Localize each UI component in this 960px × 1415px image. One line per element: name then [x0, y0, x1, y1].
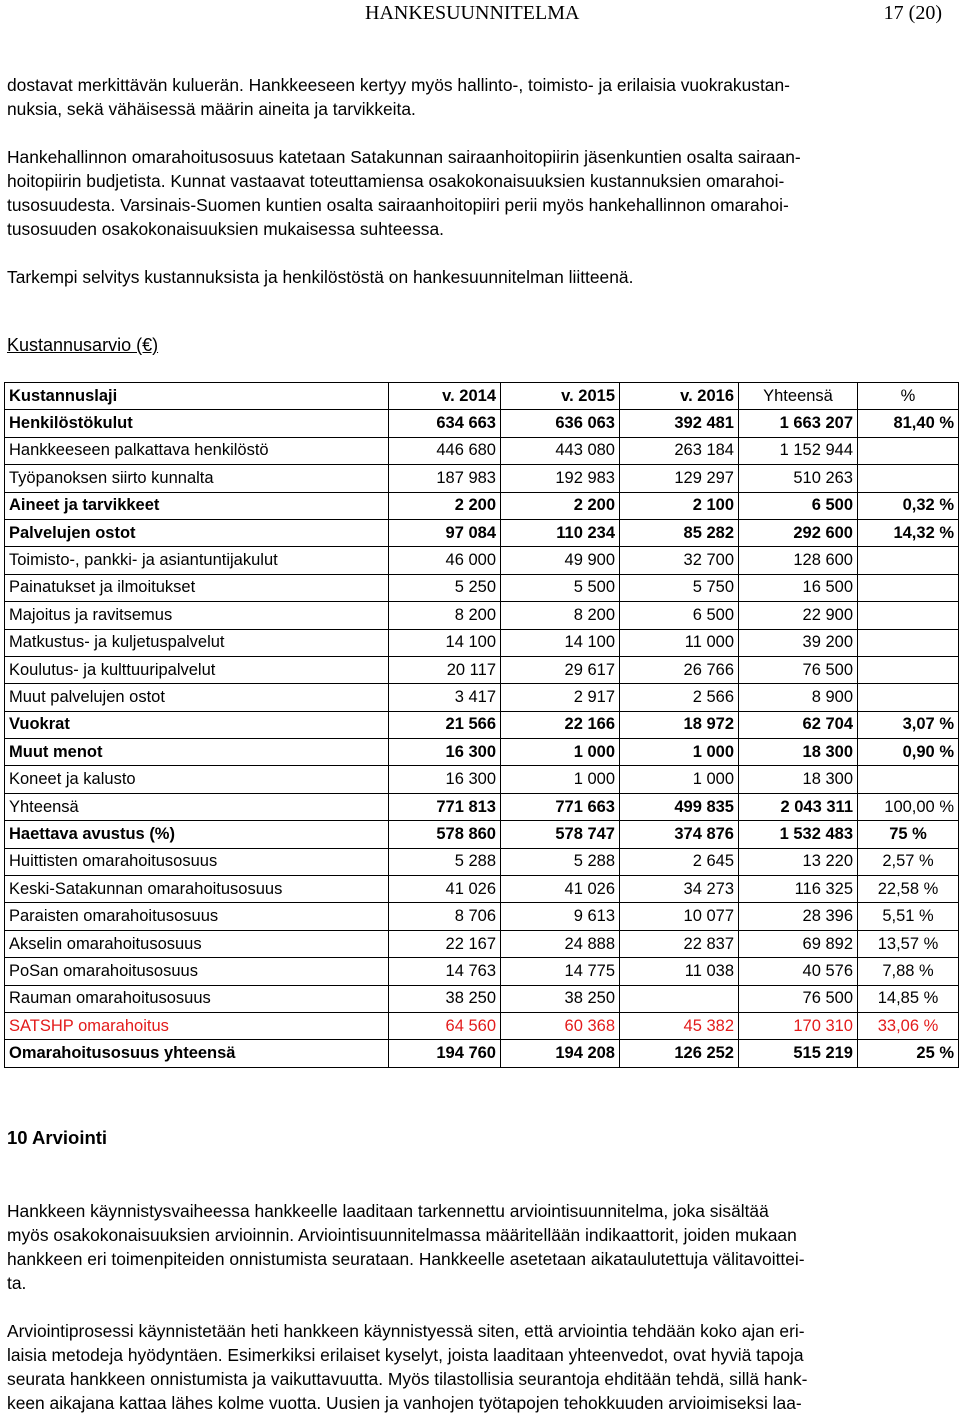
percent-cell: [858, 547, 959, 574]
table-body: [5, 410, 959, 1067]
value-cell: 32 700: [620, 547, 739, 574]
percent-cell: 14,32 %: [858, 519, 959, 546]
row-label: Rauman omarahoitusosuus: [5, 985, 389, 1012]
percent-cell: [858, 766, 959, 793]
value-cell: 5 288: [389, 848, 501, 875]
row-label: Haettava avustus (%): [5, 821, 389, 848]
outro-paragraph-2: [7, 1319, 952, 1415]
row-label: Omarahoitusosuus yhteensä: [5, 1040, 389, 1067]
row-label: Palvelujen ostot: [5, 519, 389, 546]
value-cell: 1 000: [620, 739, 739, 766]
table-row: [5, 574, 959, 601]
value-cell: 14 775: [501, 958, 620, 985]
value-cell: 110 234: [501, 519, 620, 546]
value-cell: 1 152 944: [739, 437, 858, 464]
table-row: [5, 930, 959, 957]
percent-cell: 7,88 %: [858, 958, 959, 985]
row-label: Toimisto-, pankki- ja asiantuntijakulut: [5, 547, 389, 574]
value-cell: 392 481: [620, 410, 739, 437]
value-cell: 26 766: [620, 656, 739, 683]
table-row: [5, 1012, 959, 1039]
value-cell: 8 200: [501, 602, 620, 629]
percent-cell: 33,06 %: [858, 1012, 959, 1039]
value-cell: 194 208: [501, 1040, 620, 1067]
value-cell: 2 566: [620, 684, 739, 711]
value-cell: 5 750: [620, 574, 739, 601]
text-line: myös osakokonaisuuksien arvioinnin. Arviointisuunnitelmassa määritellään indikaattorit, joiden mukaan: [7, 1225, 797, 1245]
table-row: [5, 958, 959, 985]
percent-cell: 2,57 %: [858, 848, 959, 875]
value-cell: 64 560: [389, 1012, 501, 1039]
value-cell: 446 680: [389, 437, 501, 464]
header-cost-type: Kustannuslaji: [5, 383, 389, 410]
value-cell: 5 288: [501, 848, 620, 875]
row-label: Huittisten omarahoitusosuus: [5, 848, 389, 875]
value-cell: 771 813: [389, 793, 501, 820]
value-cell: 22 900: [739, 602, 858, 629]
value-cell: 16 500: [739, 574, 858, 601]
value-cell: 634 663: [389, 410, 501, 437]
value-cell: 28 396: [739, 903, 858, 930]
value-cell: 8 200: [389, 602, 501, 629]
value-cell: 16 300: [389, 766, 501, 793]
value-cell: 2 917: [501, 684, 620, 711]
row-label: Paraisten omarahoitusosuus: [5, 903, 389, 930]
text-line: nuksia, sekä vähäisessä määrin aineita ja tarvikkeita.: [7, 99, 416, 119]
value-cell: 1 000: [501, 766, 620, 793]
row-label: Vuokrat: [5, 711, 389, 738]
row-label: Koulutus- ja kulttuuripalvelut: [5, 656, 389, 683]
table-row: [5, 547, 959, 574]
value-cell: 45 382: [620, 1012, 739, 1039]
table-row: [5, 848, 959, 875]
table-row: [5, 766, 959, 793]
percent-cell: 81,40 %: [858, 410, 959, 437]
table-row: [5, 684, 959, 711]
value-cell: 1 000: [501, 739, 620, 766]
text-line: Hankkeen käynnistysvaiheessa hankkeelle laaditaan tarkennettu arviointisuunnitelma, joka sisältää: [7, 1201, 769, 1221]
value-cell: 20 117: [389, 656, 501, 683]
value-cell: 499 835: [620, 793, 739, 820]
value-cell: 1 000: [620, 766, 739, 793]
value-cell: 40 576: [739, 958, 858, 985]
percent-cell: 5,51 %: [858, 903, 959, 930]
value-cell: 38 250: [501, 985, 620, 1012]
row-label: Muut menot: [5, 739, 389, 766]
row-label: PoSan omarahoitusosuus: [5, 958, 389, 985]
percent-cell: [858, 684, 959, 711]
percent-cell: 25 %: [858, 1040, 959, 1067]
value-cell: 69 892: [739, 930, 858, 957]
intro-paragraph-2: [7, 145, 952, 241]
value-cell: 515 219: [739, 1040, 858, 1067]
cost-estimate-heading: Kustannusarvio (€): [7, 335, 159, 355]
value-cell: 62 704: [739, 711, 858, 738]
value-cell: 49 900: [501, 547, 620, 574]
row-label: Yhteensä: [5, 793, 389, 820]
table-row: [5, 739, 959, 766]
row-label: Keski-Satakunnan omarahoitusosuus: [5, 876, 389, 903]
value-cell: 3 417: [389, 684, 501, 711]
table-row: [5, 876, 959, 903]
value-cell: 18 972: [620, 711, 739, 738]
value-cell: 292 600: [739, 519, 858, 546]
row-label: Aineet ja tarvikkeet: [5, 492, 389, 519]
text-line: Tarkempi selvitys kustannuksista ja henkilöstöstä on hankesuunnitelman liitteenä.: [7, 267, 634, 287]
value-cell: 578 747: [501, 821, 620, 848]
table-row: [5, 410, 959, 437]
row-label: Matkustus- ja kuljetuspalvelut: [5, 629, 389, 656]
row-label: Työpanoksen siirto kunnalta: [5, 465, 389, 492]
row-label: Majoitus ja ravitsemus: [5, 602, 389, 629]
value-cell: 1 663 207: [739, 410, 858, 437]
table-row: [5, 656, 959, 683]
percent-cell: [858, 574, 959, 601]
row-label: Muut palvelujen ostot: [5, 684, 389, 711]
value-cell: 29 617: [501, 656, 620, 683]
value-cell: 41 026: [389, 876, 501, 903]
value-cell: 60 368: [501, 1012, 620, 1039]
text-line: hoitopiirin budjetista. Kunnat vastaavat toteuttamiensa osakokonaisuuksien kustannuksien omarahoi-: [7, 171, 785, 191]
table-row: [5, 629, 959, 656]
table-row: [5, 602, 959, 629]
table-row: [5, 985, 959, 1012]
table-row: [5, 519, 959, 546]
value-cell: 263 184: [620, 437, 739, 464]
value-cell: 374 876: [620, 821, 739, 848]
value-cell: 16 300: [389, 739, 501, 766]
percent-cell: 0,32 %: [858, 492, 959, 519]
value-cell: 2 645: [620, 848, 739, 875]
text-line: laisia metodeja hyödyntäen. Esimerkiksi erilaiset kyselyt, joista laaditaan yhteenvedot, ovat hyviä tapoja: [7, 1345, 804, 1365]
header-2016: v. 2016: [620, 383, 739, 410]
percent-cell: 0,90 %: [858, 739, 959, 766]
value-cell: 1 532 483: [739, 821, 858, 848]
value-cell: 443 080: [501, 437, 620, 464]
row-label: Akselin omarahoitusosuus: [5, 930, 389, 957]
value-cell: 18 300: [739, 766, 858, 793]
percent-cell: 100,00 %: [858, 793, 959, 820]
row-label: SATSHP omarahoitus: [5, 1012, 389, 1039]
percent-cell: [858, 629, 959, 656]
value-cell: 13 220: [739, 848, 858, 875]
text-line: ta.: [7, 1273, 27, 1293]
value-cell: 85 282: [620, 519, 739, 546]
percent-cell: [858, 602, 959, 629]
section-heading-arviointi: 10 Arviointi: [7, 1127, 108, 1148]
value-cell: 22 837: [620, 930, 739, 957]
value-cell: 116 325: [739, 876, 858, 903]
value-cell: 76 500: [739, 985, 858, 1012]
value-cell: [620, 985, 739, 1012]
text-line: dostavat merkittävän kuluerän. Hankkeeseen kertyy myös hallinto-, toimisto- ja erilaisia vuokrakustan-: [7, 75, 790, 95]
page-header: [0, 0, 960, 30]
value-cell: 39 200: [739, 629, 858, 656]
row-label: Henkilöstökulut: [5, 410, 389, 437]
percent-cell: 13,57 %: [858, 930, 959, 957]
value-cell: 5 500: [501, 574, 620, 601]
value-cell: 187 983: [389, 465, 501, 492]
header-2014: v. 2014: [389, 383, 501, 410]
value-cell: 2 043 311: [739, 793, 858, 820]
text-line: Hankehallinnon omarahoitusosuus katetaan Satakunnan sairaanhoitopiirin jäsenkuntien osalta sairaan-: [7, 147, 801, 167]
percent-cell: 22,58 %: [858, 876, 959, 903]
value-cell: 2 200: [501, 492, 620, 519]
value-cell: 128 600: [739, 547, 858, 574]
value-cell: 129 297: [620, 465, 739, 492]
row-label: Koneet ja kalusto: [5, 766, 389, 793]
value-cell: 11 038: [620, 958, 739, 985]
text-line: tusosuuden osakokonaisuuksien mukaisessa suhteessa.: [7, 219, 444, 239]
header-total: Yhteensä: [739, 383, 858, 410]
text-line: hankkeen eri toimenpiteiden onnistumista seurataan. Hankkeelle asetetaan aikataulutettuja välitavoittei-: [7, 1249, 805, 1269]
value-cell: 636 063: [501, 410, 620, 437]
value-cell: 22 166: [501, 711, 620, 738]
value-cell: 10 077: [620, 903, 739, 930]
value-cell: 11 000: [620, 629, 739, 656]
table-row: [5, 492, 959, 519]
table-header-row: [5, 383, 959, 410]
table-row: [5, 465, 959, 492]
value-cell: 18 300: [739, 739, 858, 766]
percent-cell: [858, 465, 959, 492]
percent-cell: [858, 437, 959, 464]
table-row: [5, 711, 959, 738]
intro-paragraph-3: [7, 265, 952, 289]
value-cell: 76 500: [739, 656, 858, 683]
value-cell: 22 167: [389, 930, 501, 957]
value-cell: 46 000: [389, 547, 501, 574]
outro-paragraph-1: [7, 1199, 952, 1295]
value-cell: 9 613: [501, 903, 620, 930]
value-cell: 126 252: [620, 1040, 739, 1067]
table-row: [5, 903, 959, 930]
page-number: 17 (20): [883, 2, 942, 24]
intro-paragraph-1: [7, 73, 952, 121]
table-row: [5, 793, 959, 820]
value-cell: 170 310: [739, 1012, 858, 1039]
percent-cell: 75 %: [858, 821, 959, 848]
value-cell: 38 250: [389, 985, 501, 1012]
header-percent: %: [858, 383, 959, 410]
value-cell: 194 760: [389, 1040, 501, 1067]
percent-cell: 3,07 %: [858, 711, 959, 738]
value-cell: 24 888: [501, 930, 620, 957]
text-line: keen aikajana kattaa lähes kolme vuotta. Uusien ja vanhojen työtapojen tehokkuuden arvioimiseksi laa-: [7, 1393, 802, 1413]
value-cell: 510 263: [739, 465, 858, 492]
value-cell: 192 983: [501, 465, 620, 492]
value-cell: 97 084: [389, 519, 501, 546]
header-2015: v. 2015: [501, 383, 620, 410]
value-cell: 5 250: [389, 574, 501, 601]
percent-cell: [858, 656, 959, 683]
value-cell: 771 663: [501, 793, 620, 820]
value-cell: 8 706: [389, 903, 501, 930]
value-cell: 34 273: [620, 876, 739, 903]
table-row: [5, 821, 959, 848]
row-label: Painatukset ja ilmoitukset: [5, 574, 389, 601]
value-cell: 14 100: [389, 629, 501, 656]
cost-table: [4, 382, 959, 1068]
text-line: Arviointiprosessi käynnistetään heti hankkeen käynnistyessä siten, että arviointia tehdään koko ajan eri-: [7, 1321, 805, 1341]
value-cell: 14 763: [389, 958, 501, 985]
text-line: tusosuudesta. Varsinais-Suomen kuntien osalta sairaanhoitopiiri perii myös hankehallinnon omarahoi-: [7, 195, 789, 215]
table-row: [5, 437, 959, 464]
text-line: seurata hankkeen onnistumista ja vaikuttavuutta. Myös tilastollisia seurantoja ehditään tehdä, sillä hank-: [7, 1369, 808, 1389]
value-cell: 2 100: [620, 492, 739, 519]
value-cell: 6 500: [739, 492, 858, 519]
value-cell: 21 566: [389, 711, 501, 738]
value-cell: 2 200: [389, 492, 501, 519]
value-cell: 14 100: [501, 629, 620, 656]
value-cell: 8 900: [739, 684, 858, 711]
document-title: HANKESUUNNITELMA: [365, 2, 580, 24]
value-cell: 6 500: [620, 602, 739, 629]
percent-cell: 14,85 %: [858, 985, 959, 1012]
value-cell: 578 860: [389, 821, 501, 848]
value-cell: 41 026: [501, 876, 620, 903]
row-label: Hankkeeseen palkattava henkilöstö: [5, 437, 389, 464]
table-row: [5, 1040, 959, 1067]
